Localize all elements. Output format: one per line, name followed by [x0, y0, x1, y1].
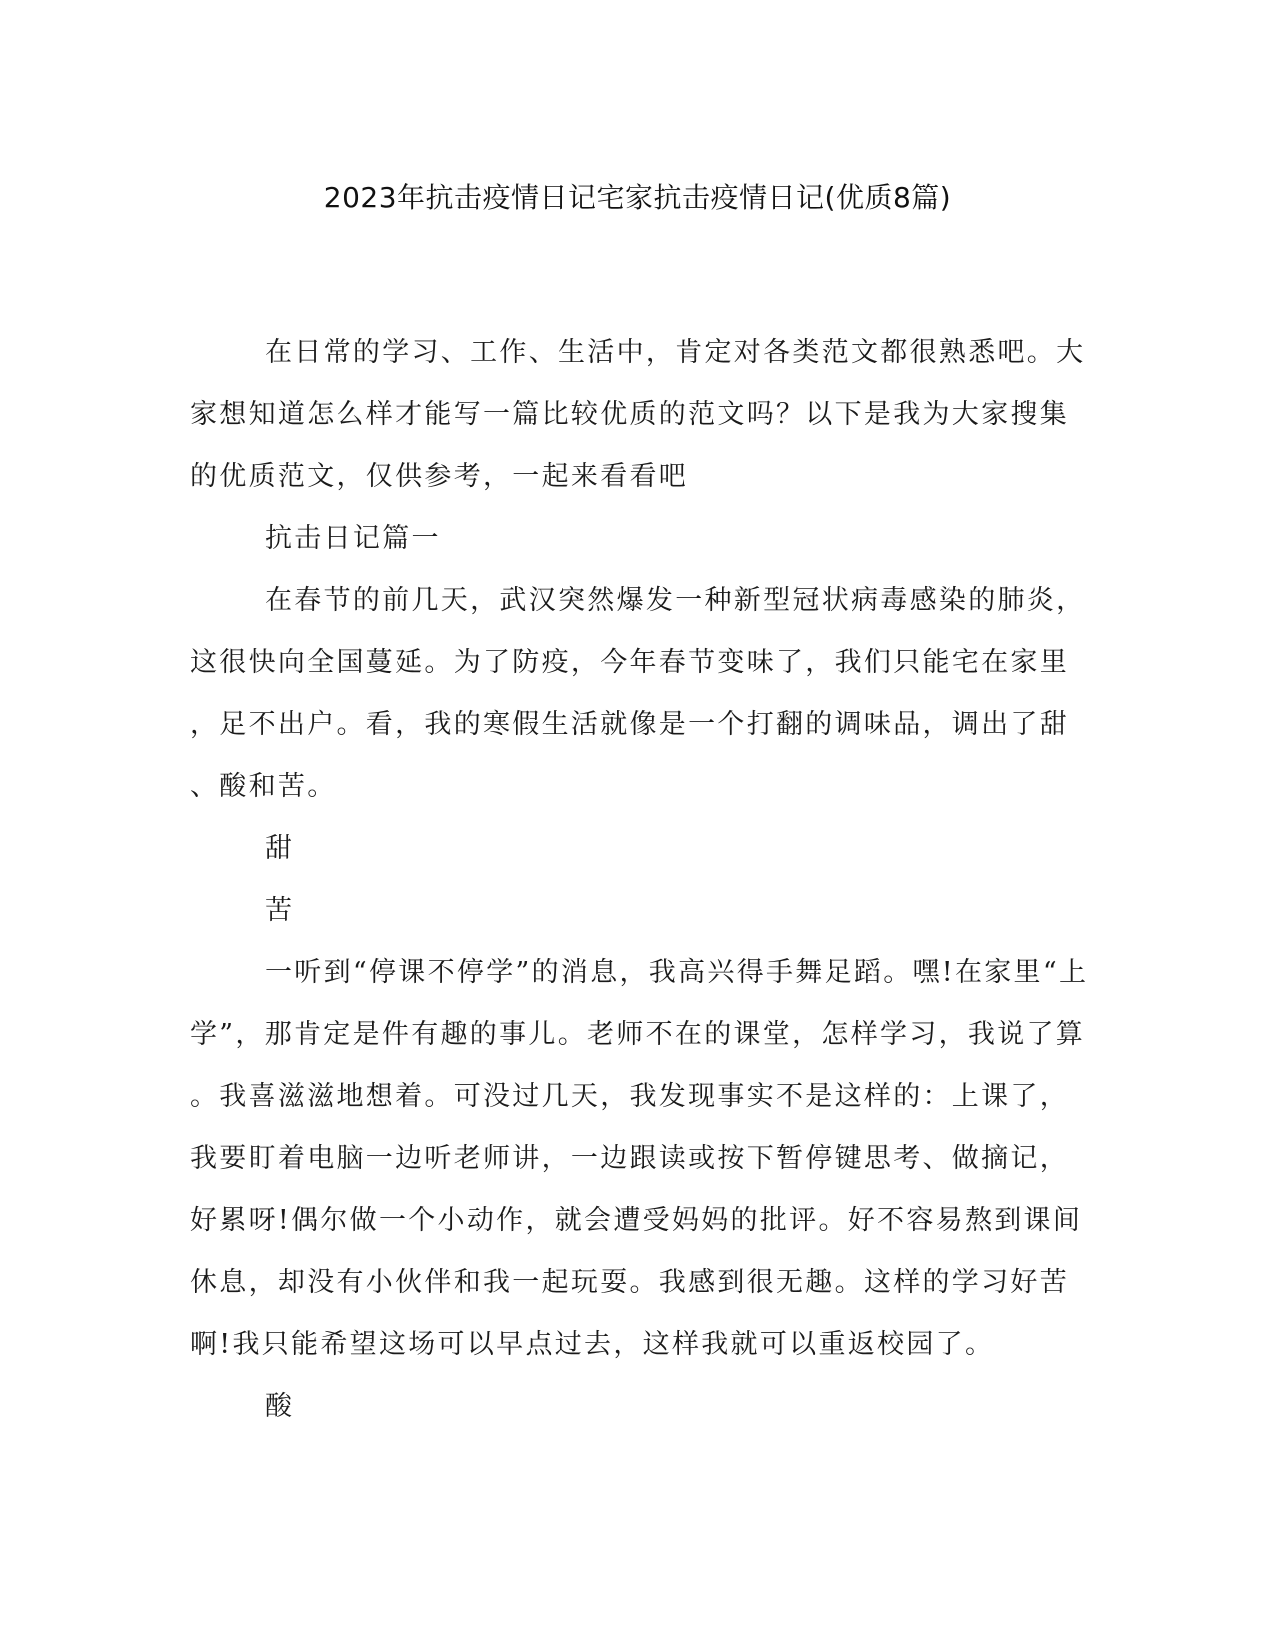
text-line: 苦 — [265, 895, 295, 926]
text-line: 一听到“停课不停学”的消息，我高兴得手舞足蹈。嘿!在家里“上 — [265, 957, 1089, 988]
text-line: 在春节的前几天，武汉突然爆发一种新型冠状病毒感染的肺炎， — [265, 585, 1086, 616]
text-line: 。我喜滋滋地想着。可没过几天，我发现事实不是这样的：上课了， — [190, 1081, 1069, 1112]
text-line: 的优质范文，仅供参考，一起来看看吧 — [190, 461, 689, 492]
document-body — [190, 331, 1089, 1447]
text-line: 这很快向全国蔓延。为了防疫，今年春节变味了，我们只能宅在家里 — [190, 647, 1069, 678]
text-line: 家想知道怎么样才能写一篇比较优质的范文吗？以下是我为大家搜集 — [190, 399, 1069, 430]
text-line: 在日常的学习、工作、生活中，肯定对各类范文都很熟悉吧。大 — [265, 337, 1086, 368]
text-line: 、酸和苦。 — [190, 771, 337, 802]
text-line: 甜 — [265, 833, 295, 864]
text-line: 啊!我只能希望这场可以早点过去，这样我就可以重返校园了。 — [190, 1329, 995, 1360]
text-line: 抗击日记篇一 — [265, 523, 441, 554]
text-line: 休息，却没有小伙伴和我一起玩耍。我感到很无趣。这样的学习好苦 — [190, 1267, 1069, 1298]
text-line: 好累呀!偶尔做一个小动作，就会遭受妈妈的批评。好不容易熬到课间 — [190, 1205, 1083, 1236]
document-title: 2023年抗击疫情日记宅家抗击疫情日记(优质8篇) — [323, 181, 952, 214]
text-line: 我要盯着电脑一边听老师讲，一边跟读或按下暂停键思考、做摘记， — [190, 1143, 1069, 1174]
text-line: 学”，那肯定是件有趣的事儿。老师不在的课堂，怎样学习，我说了算 — [190, 1019, 1086, 1050]
text-line: ，足不出户。看，我的寒假生活就像是一个打翻的调味品，调出了甜 — [190, 709, 1069, 740]
text-line: 酸 — [265, 1391, 295, 1422]
